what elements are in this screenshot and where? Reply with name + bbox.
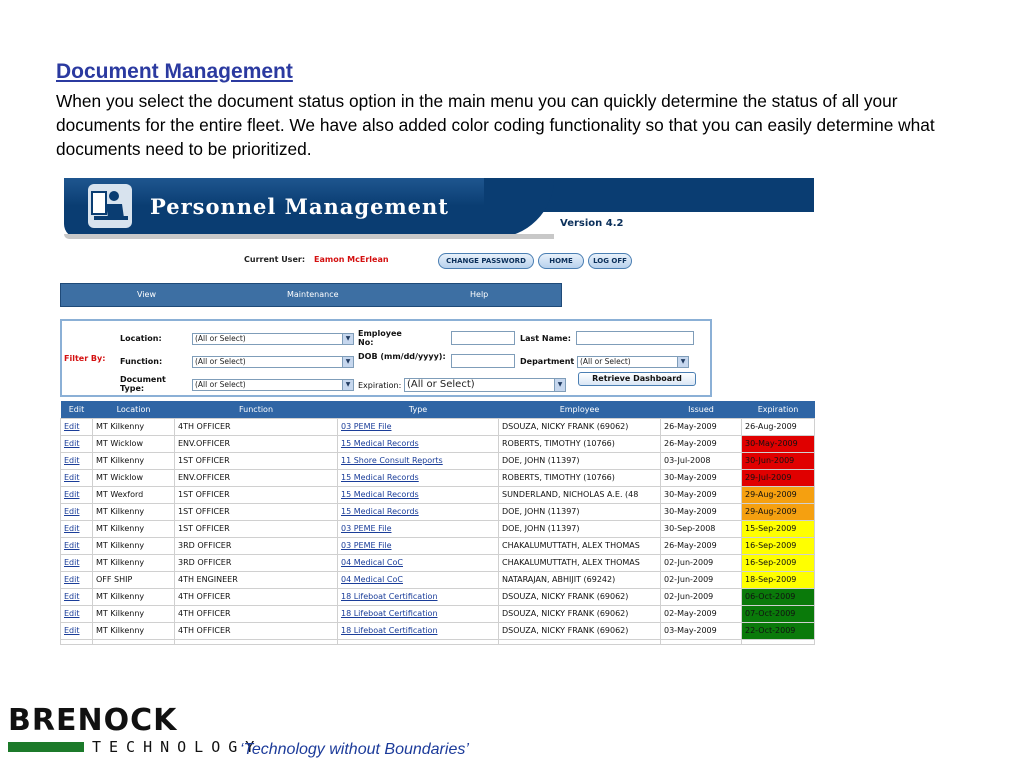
location-cell: MT Kilkenny <box>93 622 175 639</box>
filter-panel <box>60 319 712 397</box>
issued-cell: 02-May-2009 <box>661 605 742 622</box>
location-cell: MT Wicklow <box>93 469 175 486</box>
function-cell: ENV.OFFICER <box>175 435 338 452</box>
expiration-cell: 22-Oct-2009 <box>742 622 815 639</box>
filter-by-label: Filter By: <box>64 354 106 363</box>
document-type-link[interactable]: 11 Shore Consult Reports <box>338 452 499 469</box>
dob-input[interactable] <box>451 354 515 368</box>
location-cell: MT Kilkenny <box>93 503 175 520</box>
document-type-link[interactable]: 04 Medical CoC <box>338 571 499 588</box>
function-cell: 4TH OFFICER <box>175 418 338 435</box>
chevron-down-icon: ▼ <box>554 379 565 391</box>
empty-cell <box>338 639 499 644</box>
location-cell: MT Kilkenny <box>93 418 175 435</box>
table-row <box>61 622 815 639</box>
location-cell: MT Kilkenny <box>93 520 175 537</box>
edit-link[interactable]: Edit <box>61 605 93 622</box>
column-header[interactable]: Edit <box>61 401 93 418</box>
department-select-value: (All or Select) <box>580 357 631 366</box>
employee-cell: DSOUZA, NICKY FRANK (69062) <box>499 605 661 622</box>
document-type-link[interactable]: 15 Medical Records <box>338 435 499 452</box>
table-header-row <box>61 401 815 418</box>
document-type-link[interactable]: 15 Medical Records <box>338 503 499 520</box>
expiration-cell: 06-Oct-2009 <box>742 588 815 605</box>
last-name-input[interactable] <box>576 331 694 345</box>
documents-table <box>60 401 815 645</box>
issued-cell: 02-Jun-2009 <box>661 588 742 605</box>
expiration-cell: 30-May-2009 <box>742 435 815 452</box>
function-cell: 1ST OFFICER <box>175 452 338 469</box>
department-select[interactable] <box>577 356 689 368</box>
table-row <box>61 588 815 605</box>
location-select-value: (All or Select) <box>195 334 246 343</box>
column-header[interactable]: Expiration <box>742 401 815 418</box>
function-cell: 3RD OFFICER <box>175 537 338 554</box>
empty-cell <box>499 639 661 644</box>
expiration-cell: 16-Sep-2009 <box>742 554 815 571</box>
function-cell: 3RD OFFICER <box>175 554 338 571</box>
document-type-select[interactable] <box>192 379 354 391</box>
location-cell: MT Wicklow <box>93 435 175 452</box>
location-cell: MT Kilkenny <box>93 588 175 605</box>
document-type-select-value: (All or Select) <box>195 380 246 389</box>
empty-cell <box>93 639 175 644</box>
table-row <box>61 486 815 503</box>
table-row <box>61 469 815 486</box>
function-cell: ENV.OFFICER <box>175 469 338 486</box>
table-row <box>61 435 815 452</box>
edit-link[interactable]: Edit <box>61 571 93 588</box>
location-cell: MT Kilkenny <box>93 537 175 554</box>
department-label: Department <box>520 357 575 366</box>
employee-no-label: Employee No: <box>358 329 402 347</box>
column-header[interactable]: Type <box>338 401 499 418</box>
chevron-down-icon: ▼ <box>342 357 353 367</box>
document-type-link[interactable]: 15 Medical Records <box>338 469 499 486</box>
last-name-label: Last Name: <box>520 334 571 343</box>
issued-cell: 30-Sep-2008 <box>661 520 742 537</box>
log-off-button[interactable]: LOG OFF <box>588 253 632 269</box>
retrieve-dashboard-button[interactable]: Retrieve Dashboard <box>578 372 696 386</box>
function-cell: 4TH OFFICER <box>175 622 338 639</box>
column-header[interactable]: Issued <box>661 401 742 418</box>
expiration-cell: 18-Sep-2009 <box>742 571 815 588</box>
table-row <box>61 520 815 537</box>
edit-link[interactable]: Edit <box>61 469 93 486</box>
edit-link[interactable]: Edit <box>61 622 93 639</box>
issued-cell: 26-May-2009 <box>661 537 742 554</box>
version-label: Version 4.2 <box>560 218 624 229</box>
expiration-cell: 26-Aug-2009 <box>742 418 815 435</box>
edit-link[interactable]: Edit <box>61 503 93 520</box>
function-select-value: (All or Select) <box>195 357 246 366</box>
column-header[interactable]: Function <box>175 401 338 418</box>
document-type-link[interactable]: 03 PEME File <box>338 537 499 554</box>
slide-title: Document Management <box>56 60 293 83</box>
function-cell: 1ST OFFICER <box>175 520 338 537</box>
employee-cell: DOE, JOHN (11397) <box>499 452 661 469</box>
menu-help[interactable]: Help <box>470 290 489 299</box>
table-row <box>61 537 815 554</box>
menu-maintenance[interactable]: Maintenance <box>287 290 339 299</box>
location-cell: MT Kilkenny <box>93 452 175 469</box>
empty-cell <box>661 639 742 644</box>
issued-cell: 03-May-2009 <box>661 622 742 639</box>
document-type-label: Document Type: <box>120 375 166 393</box>
employee-no-input[interactable] <box>451 331 515 345</box>
edit-link[interactable]: Edit <box>61 554 93 571</box>
current-user-name: Eamon McErlean <box>314 255 389 264</box>
function-select[interactable] <box>192 356 354 368</box>
function-cell: 1ST OFFICER <box>175 486 338 503</box>
issued-cell: 30-May-2009 <box>661 469 742 486</box>
location-cell: MT Kilkenny <box>93 605 175 622</box>
table-row <box>61 605 815 622</box>
expiration-label: Expiration: <box>358 381 402 390</box>
brand-name: BRENOCK <box>8 703 178 738</box>
expiration-select[interactable] <box>404 378 566 392</box>
employee-cell: DOE, JOHN (11397) <box>499 503 661 520</box>
document-type-link[interactable]: 03 PEME File <box>338 520 499 537</box>
issued-cell: 26-May-2009 <box>661 435 742 452</box>
expiration-select-value: (All or Select) <box>407 379 475 390</box>
column-header[interactable]: Location <box>93 401 175 418</box>
employee-cell: SUNDERLAND, NICHOLAS A.E. (48 <box>499 486 661 503</box>
issued-cell: 02-Jun-2009 <box>661 571 742 588</box>
chevron-down-icon: ▼ <box>342 334 353 344</box>
document-type-link[interactable]: 18 Lifeboat Certification <box>338 622 499 639</box>
slide-body: When you select the document status option in the main menu you can quickly determine the status of all your documents for the entire fleet. We have also added color coding functionality so that you can easily determine what documents need to be prioritized. <box>56 91 935 159</box>
edit-link[interactable]: Edit <box>61 418 93 435</box>
edit-link[interactable]: Edit <box>61 520 93 537</box>
edit-link[interactable]: Edit <box>61 452 93 469</box>
expiration-cell: 07-Oct-2009 <box>742 605 815 622</box>
column-header[interactable]: Employee <box>499 401 661 418</box>
table-row <box>61 452 815 469</box>
employee-cell: DSOUZA, NICKY FRANK (69062) <box>499 588 661 605</box>
expiration-cell: 29-Jul-2009 <box>742 469 815 486</box>
brand-green-bar <box>8 742 84 752</box>
employee-cell: ROBERTS, TIMOTHY (10766) <box>499 469 661 486</box>
issued-cell: 03-Jul-2008 <box>661 452 742 469</box>
issued-cell: 30-May-2009 <box>661 486 742 503</box>
location-cell: MT Wexford <box>93 486 175 503</box>
table-row <box>61 418 815 435</box>
edit-link[interactable]: Edit <box>61 588 93 605</box>
brand-sub: TECHNOLOGY <box>92 738 263 756</box>
employee-cell: DSOUZA, NICKY FRANK (69062) <box>499 418 661 435</box>
app-banner <box>64 178 814 238</box>
employee-cell: DSOUZA, NICKY FRANK (69062) <box>499 622 661 639</box>
chevron-down-icon: ▼ <box>677 357 688 367</box>
home-button[interactable]: HOME <box>538 253 584 269</box>
function-cell: 4TH OFFICER <box>175 588 338 605</box>
person-at-desk-icon <box>88 184 132 228</box>
app-screenshot <box>60 178 814 644</box>
function-cell: 1ST OFFICER <box>175 503 338 520</box>
location-select[interactable] <box>192 333 354 345</box>
document-type-link[interactable]: 04 Medical CoC <box>338 554 499 571</box>
main-menu <box>60 283 562 307</box>
empty-cell <box>742 639 815 644</box>
edit-link[interactable]: Edit <box>61 537 93 554</box>
document-type-link[interactable]: 15 Medical Records <box>338 486 499 503</box>
employee-cell: CHAKALUMUTTATH, ALEX THOMAS <box>499 537 661 554</box>
edit-link[interactable]: Edit <box>61 486 93 503</box>
employee-cell: ROBERTS, TIMOTHY (10766) <box>499 435 661 452</box>
issued-cell: 02-Jun-2009 <box>661 554 742 571</box>
function-label: Function: <box>120 357 163 366</box>
document-type-link[interactable]: 18 Lifeboat Certification <box>338 588 499 605</box>
employee-cell: DOE, JOHN (11397) <box>499 520 661 537</box>
table-row-spacer <box>61 639 815 644</box>
app-title: Personnel Management <box>150 194 449 219</box>
function-cell: 4TH ENGINEER <box>175 571 338 588</box>
table-row <box>61 554 815 571</box>
edit-link[interactable]: Edit <box>61 435 93 452</box>
function-cell: 4TH OFFICER <box>175 605 338 622</box>
menu-view[interactable]: View <box>137 290 156 299</box>
chevron-down-icon: ▼ <box>342 380 353 390</box>
location-cell: OFF SHIP <box>93 571 175 588</box>
expiration-cell: 29-Aug-2009 <box>742 503 815 520</box>
table-row <box>61 503 815 520</box>
location-cell: MT Kilkenny <box>93 554 175 571</box>
employee-cell: CHAKALUMUTTATH, ALEX THOMAS <box>499 554 661 571</box>
expiration-cell: 30-Jun-2009 <box>742 452 815 469</box>
change-password-button[interactable]: CHANGE PASSWORD <box>438 253 534 269</box>
dob-label: DOB (mm/dd/yyyy): <box>358 352 446 361</box>
empty-cell <box>175 639 338 644</box>
expiration-cell: 16-Sep-2009 <box>742 537 815 554</box>
expiration-cell: 29-Aug-2009 <box>742 486 815 503</box>
issued-cell: 30-May-2009 <box>661 503 742 520</box>
document-type-link[interactable]: 18 Lifeboat Certification <box>338 605 499 622</box>
empty-cell <box>61 639 93 644</box>
version-tab <box>494 178 814 238</box>
expiration-cell: 15-Sep-2009 <box>742 520 815 537</box>
employee-cell: NATARAJAN, ABHIJIT (69242) <box>499 571 661 588</box>
current-user-label: Current User: <box>244 255 306 264</box>
location-label: Location: <box>120 334 162 343</box>
table-row <box>61 571 815 588</box>
tagline: ‘Technology without Boundaries’ <box>240 741 469 758</box>
document-type-link[interactable]: 03 PEME File <box>338 418 499 435</box>
issued-cell: 26-May-2009 <box>661 418 742 435</box>
